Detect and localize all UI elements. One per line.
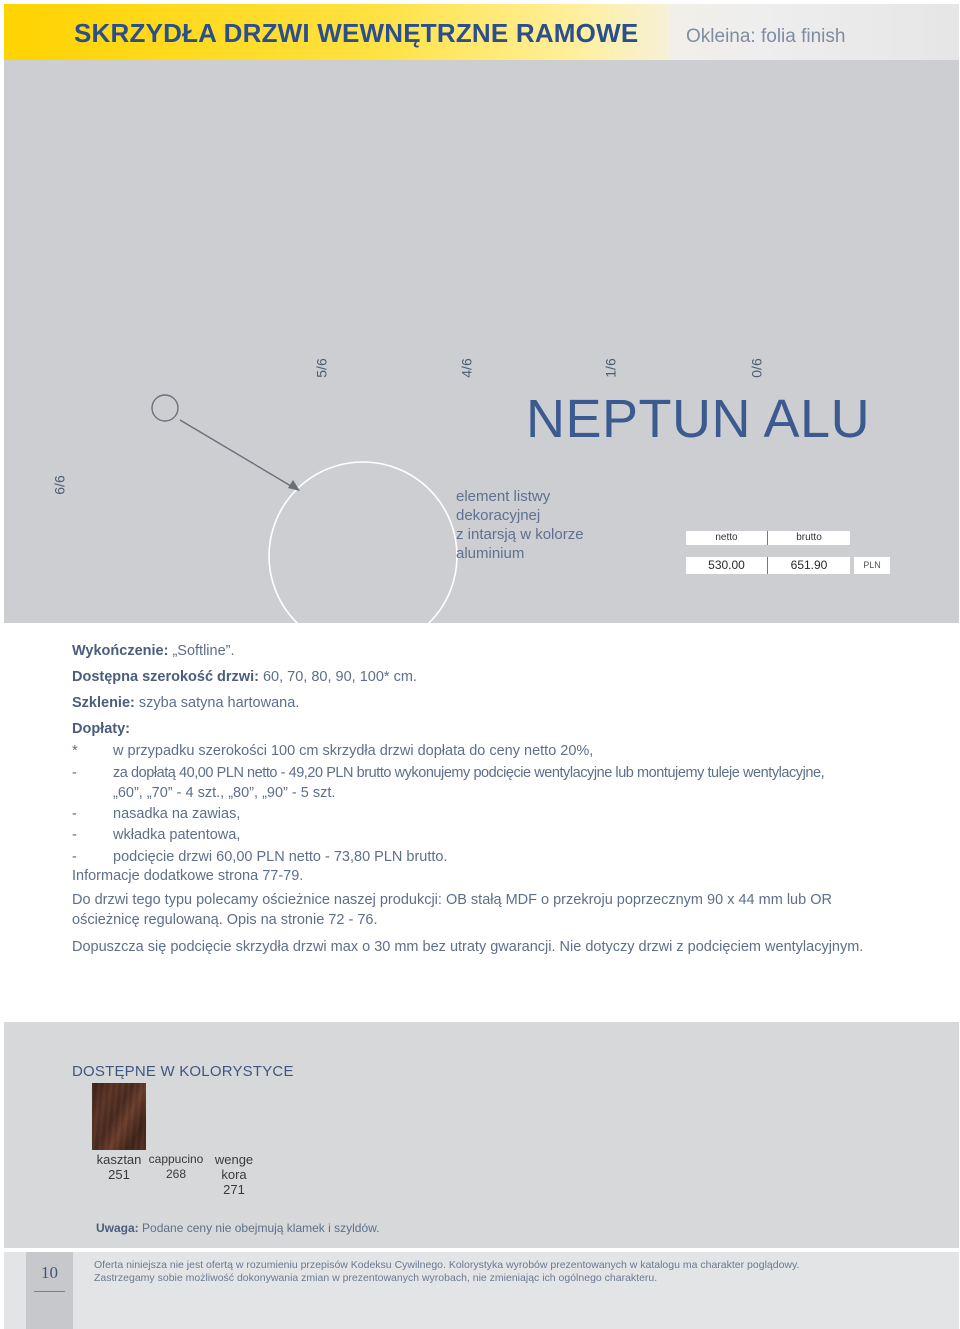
page-number: 10 [41,1263,58,1282]
colors-title: DOSTĘPNE W KOLORYSTYCE [72,1063,294,1080]
product-name: NEPTUN ALU [526,389,871,449]
price-header-netto: netto [686,531,768,545]
color-swatch-kasztan [92,1083,146,1150]
callout-zoom-circle [269,462,457,623]
note-text: Podane ceny nie obejmują klamek i szyldów. [138,1221,380,1235]
finish-line [72,643,235,659]
element-desc-line: element listwy [456,488,551,505]
finish-value: „Softline”. [168,643,235,659]
color-name-2: kora [221,1167,247,1182]
element-desc-line: z intarsją w kolorze [456,526,584,543]
surcharge-bullet: - [72,765,77,781]
color-name: wenge [214,1152,254,1167]
note-label: Uwaga: [96,1221,139,1235]
color-item-kasztan [94,1152,144,1182]
price-currency: PLN [854,557,890,574]
callout-detail-circle [152,395,178,421]
color-item-cappucino [148,1152,204,1182]
surcharge-bullet: - [72,827,77,843]
color-name: cappucino [148,1152,204,1166]
surcharges-label: Dopłaty: [72,721,130,737]
page-title: SKRZYDŁA DRZWI WEWNĘTRZNE RAMOWE [74,18,639,48]
color-code: 271 [223,1182,245,1197]
width-label: Dostępna szerokość drzwi: [72,669,259,685]
surcharge-bullet: * [72,743,78,759]
price-brutto: 651.90 [768,557,850,574]
color-code: 251 [108,1167,130,1182]
width-line [72,669,417,685]
surcharge-text: za dopłatą 40,00 PLN netto - 49,20 PLN brutto wykonujemy podcięcie wentylacyjne lub montujemy tuleje wentylacyjne, [113,765,825,781]
color-item-wenge-kora [209,1152,259,1197]
callout-arrow-head [288,480,300,491]
frames-line-1: Do drzwi tego typu polecamy ościeżnice naszej produkcji: OB stałą MDF o przekroju poprzecznym 90 x 44 mm lub OR [72,892,832,908]
color-code: 268 [165,1167,187,1181]
surcharge-text: „60”, „70” - 4 szt., „80”, „90” - 5 szt. [113,785,336,801]
glazing-line [72,695,299,711]
width-value: 60, 70, 80, 90, 100* cm. [258,669,417,685]
disclaimer-line-1: Oferta niniejsza nie jest ofertą w rozumieniu przepisów Kodeksu Cywilnego. Kolorystyka wyrobów prezentowanych w katalogu ma charakter poglądowy. [94,1259,800,1271]
info-line: Informacje dodatkowe strona 77-79. [72,868,304,884]
callout-arrow-line [180,420,296,489]
page-number-box [26,1252,73,1329]
page-number-underline [34,1291,65,1292]
color-name: kasztan [96,1152,142,1167]
surcharge-text: nasadka na zawias, [113,806,241,822]
disclaimer-line-2: Zastrzegamy sobie możliwość dokonywania zmian w prezentowanych wyrobach, nie zmieniając ich ogólnego charakteru. [94,1272,658,1284]
finish-label: Wykończenie: [72,643,169,659]
undercut-line: Dopuszcza się podcięcie skrzydła drzwi max o 30 mm bez utraty gwarancji. Nie dotyczy drzwi z podcięciem wentylacyjnym. [72,939,864,955]
variant-label-0-6: 0/6 [748,358,765,378]
colors-panel [4,1022,959,1248]
product-image-panel [4,60,959,623]
surcharge-text: podcięcie drzwi 60,00 PLN netto - 73,80 PLN brutto. [113,849,448,865]
surcharge-text: wkładka patentowa, [113,827,241,843]
variant-label-1-6: 1/6 [602,358,619,378]
price-note [96,1221,379,1235]
surcharge-bullet: - [72,806,77,822]
element-desc-line: aluminium [456,545,525,562]
frames-line-2: ościeżnicę regulowaną. Opis na stronie 72 - 76. [72,912,378,928]
variant-label-4-6: 4/6 [458,358,475,378]
footer-disclaimer [94,1259,799,1285]
footer [4,1252,959,1329]
surcharge-text: w przypadku szerokości 100 cm skrzydła drzwi dopłata do ceny netto 20%, [113,743,594,759]
price-header-brutto: brutto [768,531,850,545]
glazing-label: Szklenie: [72,695,135,711]
surcharge-bullet: - [72,849,77,865]
page-subtitle: Okleina: folia finish [686,26,846,47]
element-description [456,487,626,563]
variant-label-5-6: 5/6 [313,358,330,378]
element-desc-line: dekoracyjnej [456,507,541,524]
price-netto: 530.00 [686,557,768,574]
header-bar [4,4,959,60]
glazing-value: szyba satyna hartowana. [134,695,300,711]
variant-label-6-6: 6/6 [51,475,68,495]
